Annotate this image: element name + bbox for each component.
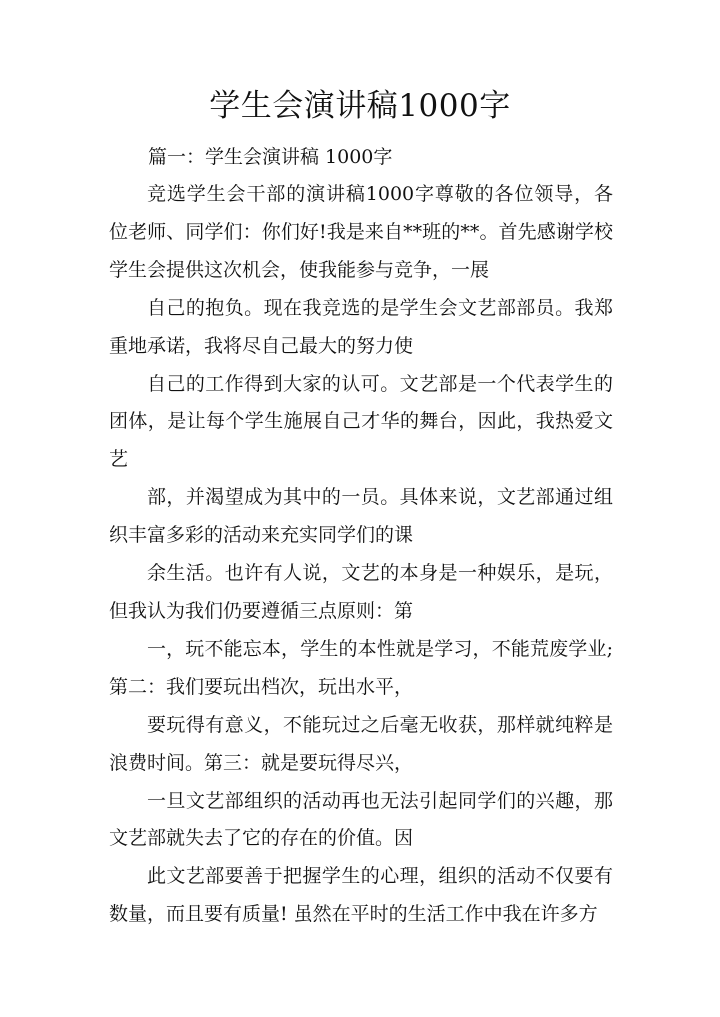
document-body <box>109 176 613 934</box>
paragraph: 要玩得有意义，不能玩过之后毫无收获，那样就纯粹是浪费时间。第三：就是要玩得尽兴， <box>109 713 613 774</box>
paragraph: 一旦文艺部组织的活动再也无法引起同学们的兴趣，那文艺部就失去了它的存在的价值。因 <box>109 789 613 850</box>
document-subtitle: 篇一：学生会演讲稿 1000字 <box>148 146 393 168</box>
paragraph: 竞选学生会干部的演讲稿1000字尊敬的各位领导，各位老师、同学们：你们好!我是来自**班的**。首先感谢学校学生会提供这次机会，使我能参与竞争，一展 <box>109 183 613 281</box>
paragraph: 自己的工作得到大家的认可。文艺部是一个代表学生的团体，是让每个学生施展自己才华的舞台，因此，我热爱文艺 <box>109 372 613 471</box>
paragraph: 此文艺部要善于把握学生的心理，组织的活动不仅要有数量，而且要有质量! 虽然在平时的生活工作中我在许多方 <box>109 865 613 926</box>
paragraph: 一，玩不能忘本，学生的本性就是学习，不能荒废学业;第二：我们要玩出档次，玩出水平， <box>109 637 613 698</box>
document-title: 学生会演讲稿1000字 <box>209 88 511 124</box>
paragraph: 部，并渴望成为其中的一员。具体来说，文艺部通过组织丰富多彩的活动来充实同学们的课 <box>109 486 613 547</box>
paragraph: 自己的抱负。现在我竞选的是学生会文艺部部员。我郑重地承诺，我将尽自己最大的努力使 <box>109 296 613 357</box>
paragraph: 余生活。也许有人说，文艺的本身是一种娱乐，是玩，但我认为我们仍要遵循三点原则：第 <box>109 562 613 622</box>
